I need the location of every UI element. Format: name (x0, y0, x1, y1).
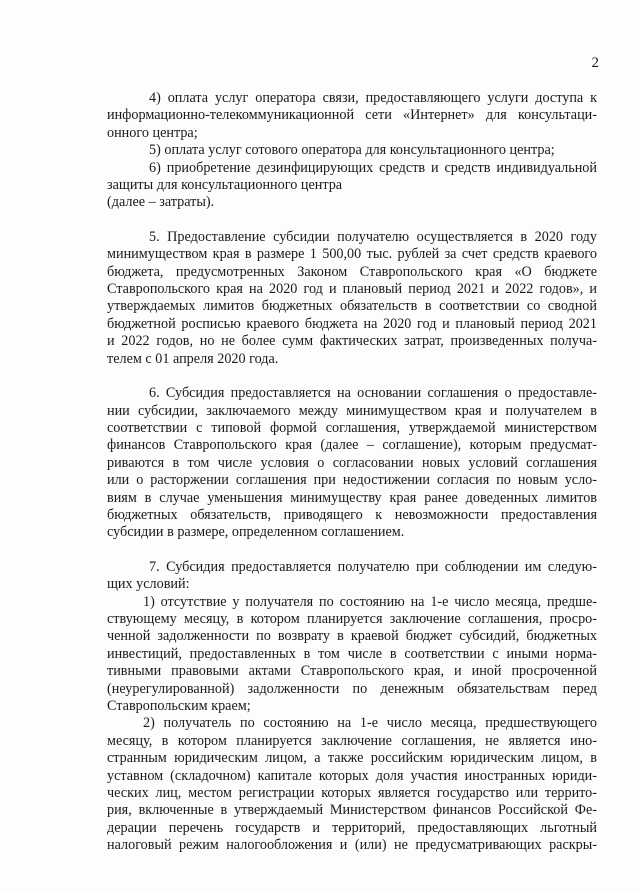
text-line: налоговый режим налогообложения и (или) не предусматривающих раскры- (107, 837, 597, 854)
text-line: 6) приобретение дезинфицирующих средств и средств индивидуальной (149, 159, 597, 176)
text-line: и 2022 годов, но не более сумм фактических затрат, произведенных получа- (107, 333, 597, 350)
text-line: 1) отсутствие у получателя по состоянию на 1-е число месяца, предше- (143, 593, 597, 610)
text-line: минимуществом края в размере 1 500,00 тыс. рублей за счет средств краевого (107, 246, 597, 263)
text-line: нии субсидии, заключаемого между минимуществом края и получателем в (107, 402, 597, 419)
text-line: ченной задолженности по возврату в краевой бюджет субсидий, бюджетных (107, 628, 597, 645)
text-line: финансов Ставропольского края (далее – соглашение), которым предусмат- (107, 437, 597, 454)
text-line: соответствии с типовой формой соглашения, утверждаемой министерством (107, 419, 597, 436)
paragraph-block (107, 229, 597, 368)
paragraph-block (107, 559, 597, 855)
text-line: ствующему месяцу, в котором планируется заключение соглашения, просро- (107, 610, 597, 627)
text-line: риваются в том числе условия о согласовании новых условий соглашения (107, 454, 597, 471)
text-line: защиты для консультационного центра (107, 177, 343, 194)
text-line: (далее – затраты). (107, 194, 215, 211)
text-line: Ставропольского края на 2020 год и плановый период 2021 и 2022 годов», и (107, 281, 597, 298)
paragraph-block (107, 385, 597, 542)
text-line: Ставропольским краем; (107, 698, 251, 714)
text-line: (неурегулированной) задолженности по денежным обязательствам перед (107, 680, 597, 697)
text-line: странным юридическим лицом, а также российским юридическим лицом, в (107, 750, 597, 767)
document-body (107, 90, 597, 855)
text-line: ческих лиц, местом регистрации которых является государство или террито- (107, 785, 597, 802)
text-line: телем с 01 апреля 2020 года. (107, 350, 279, 367)
text-line: тивными правовыми актами Ставропольского края, и иной просроченной (107, 663, 597, 680)
text-line: инвестиций, предоставленных в том числе в соответствии с иными норма- (107, 645, 597, 662)
paragraph-gap (107, 368, 597, 385)
text-line: бюджетных обязательств, приводящего к невозможности предоставления (107, 506, 597, 523)
text-line: уставном (складочном) капитале которых доля участия иностранных юриди- (107, 767, 597, 784)
text-line: рия, включенные в утверждаемый Министерством финансов Российской Фе- (107, 802, 597, 819)
text-line: бюджета, предусмотренных Законом Ставропольского края «О бюджете (107, 263, 597, 280)
text-line: бюджетной росписью краевого бюджета на 2020 год и плановый период 2021 (107, 315, 597, 332)
paragraph-block (107, 90, 597, 212)
text-line: щих условий: (107, 576, 190, 593)
text-line: 5) оплата услуг сотового оператора для консультационного центра; (149, 142, 555, 159)
paragraph-gap (107, 542, 597, 559)
text-line: 2) получатель по состоянию на 1-е число месяца, предшествующего (143, 715, 597, 732)
text-line: информационно-телекоммуникационной сети «Интернет» для консультаци- (107, 107, 597, 124)
text-line: утверждаемых лимитов бюджетных обязательств в соответствии со сводной (107, 298, 597, 315)
text-line: или о расторжении соглашения при недостижении согласия по новым усло- (107, 472, 597, 489)
text-line: 6. Субсидия предоставляется на основании соглашения о предоставле- (149, 385, 597, 402)
text-line: онного центра; (107, 124, 198, 141)
text-line: 7. Субсидия предоставляется получателю при соблюдении им следую- (149, 558, 597, 575)
text-line: субсидии в размере, определенном соглашением. (107, 524, 405, 541)
text-line: виям в случае уменьшения минимуществу края ранее доведенных лимитов (107, 489, 597, 506)
text-line: дерации перечень государств и территорий, предоставляющих льготный (107, 819, 597, 836)
text-line: 4) оплата услуг оператора связи, предоставляющего услуги доступа к (149, 90, 597, 106)
page-number: 2 (591, 55, 599, 71)
text-line: месяцу, в котором планируется заключение соглашения, не является ино- (107, 732, 597, 749)
paragraph-gap (107, 212, 597, 229)
text-line: 5. Предоставление субсидии получателю осуществляется в 2020 году (149, 228, 597, 245)
